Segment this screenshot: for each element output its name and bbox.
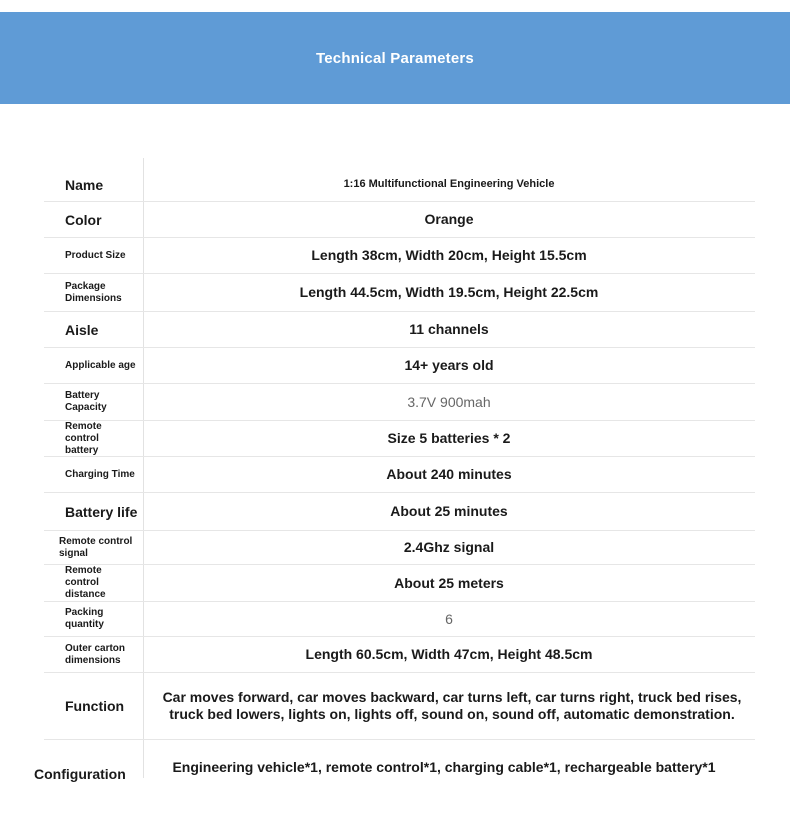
row-label: Applicable age: [65, 359, 136, 371]
row-value: Length 38cm, Width 20cm, Height 15.5cm: [311, 247, 587, 263]
row-label: Remote control distance: [65, 565, 106, 600]
table-row: [44, 602, 755, 637]
row-label: Function: [65, 698, 125, 714]
row-value: 11 channels: [409, 321, 489, 337]
parameters-table: [34, 158, 755, 790]
row-value: About 25 meters: [394, 574, 504, 591]
row-label: Battery life: [65, 503, 138, 520]
row-value: Length 60.5cm, Width 47cm, Height 48.5cm: [305, 646, 593, 662]
table-row: [44, 312, 755, 348]
row-value: 6: [445, 610, 453, 627]
row-value: Car moves forward, car moves backward, car turns left, car turns right, truck bed rises, truck bed lowers, lights on, lights off, sound on, sound off, automatic demonstration.: [162, 689, 742, 722]
table-row: [44, 457, 755, 493]
table-row: [44, 202, 755, 238]
row-label: Remote control signal: [59, 535, 133, 559]
row-label: Packing quantity: [65, 607, 104, 630]
table-row: [44, 348, 755, 384]
table-row: [44, 158, 755, 202]
row-label: Battery Capacity: [65, 390, 107, 413]
row-label: Name: [65, 176, 104, 193]
row-value: Size 5 batteries * 2: [387, 430, 511, 446]
table-row: [44, 531, 755, 565]
table-row: [44, 238, 755, 274]
table-row: [44, 493, 755, 531]
row-value: 2.4Ghz signal: [403, 539, 495, 555]
table-row: [44, 565, 755, 602]
row-label: Charging Time: [65, 468, 135, 480]
page-title: Technical Parameters: [316, 49, 474, 67]
table-row: [44, 673, 755, 740]
table-row: [44, 384, 755, 421]
row-value: 3.7V 900mah: [407, 393, 491, 410]
row-label: Color: [65, 211, 102, 228]
row-value: Length 44.5cm, Width 19.5cm, Height 22.5cm: [299, 284, 599, 300]
row-label: Product Size: [65, 249, 126, 261]
row-value: 1:16 Multifunctional Engineering Vehicle: [343, 178, 555, 190]
header-banner: [0, 12, 790, 104]
row-label: Package Dimensions: [65, 280, 122, 304]
table-row: [44, 421, 755, 457]
row-value: 14+ years old: [404, 357, 494, 373]
row-label: Remote control battery: [65, 420, 102, 456]
row-value: About 25 minutes: [390, 503, 508, 519]
row-value: About 240 minutes: [386, 466, 512, 482]
row-label: Outer carton dimensions: [65, 642, 126, 666]
table-row: [44, 637, 755, 673]
table-row: [44, 274, 755, 312]
row-label: Configuration: [34, 766, 126, 782]
row-value: Engineering vehicle*1, remote control*1, charging cable*1, rechargeable battery*1: [172, 758, 716, 775]
row-label: Aisle: [65, 321, 99, 338]
table-row: [34, 740, 755, 790]
row-value: Orange: [424, 211, 474, 227]
